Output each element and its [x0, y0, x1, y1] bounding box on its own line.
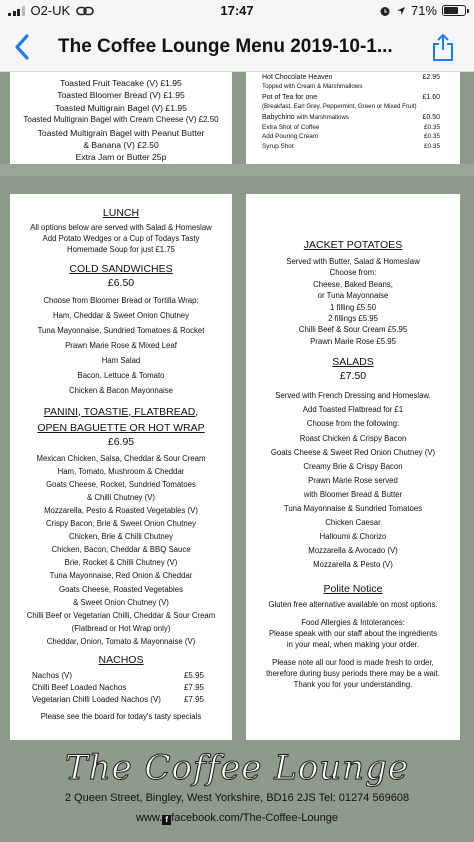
menu-line: Gluten free alternative available on most options.: [268, 600, 438, 610]
item-price: £7.95: [183, 695, 204, 705]
menu-line: Food Allergies & Intolerances:: [301, 617, 405, 627]
item-description: (Breakfast, Earl Grey, Peppermint, Green or Mixed Fruit): [262, 103, 417, 110]
choose-line: Choose from Bloomer Bread or Tortilla Wrap:: [43, 295, 199, 305]
clock: 17:47: [220, 3, 254, 18]
menu-line: in your meal, when making your order.: [286, 640, 420, 650]
carrier-label: O2-UK: [30, 3, 71, 18]
menu-line: therefore during busy periods there may be a wait.: [266, 668, 440, 678]
menu-line: Mozzarella, Pesto & Roasted Vegetables (V): [44, 505, 198, 515]
item-price: £7.95: [183, 683, 204, 693]
menu-item: [262, 123, 440, 133]
brand-logo-text: The Coffee Lounge: [65, 748, 409, 788]
menu-item: Toasted Multigrain Bagel with Cream Cheese (V) £2.50: [23, 115, 219, 125]
menu-line: Mozzarella & Pesto (V): [313, 560, 393, 570]
item-name: Extra Shot of Coffee: [262, 123, 320, 131]
menu-item: Toasted Multigrain Bagel with Peanut Butter: [37, 127, 205, 138]
menu-line: Ham, Cheddar & Sweet Onion Chutney: [52, 310, 190, 320]
menu-line: Creamy Brie & Crispy Bacon: [303, 461, 403, 471]
section-price: £7.50: [339, 370, 367, 383]
menu-line: & Sweet Onion Chutney (V): [73, 597, 169, 607]
item-price: £0.50: [422, 113, 440, 121]
menu-line: Prawn Marie Rose & Mixed Leaf: [65, 340, 177, 350]
item-description: with Marshmallows: [296, 113, 349, 121]
page-title: The Coffee Lounge Menu 2019-10-1...: [58, 36, 393, 57]
menu-line: Prawn Marie Rose £5.95: [310, 336, 396, 346]
menu-line: Chicken Caesar: [325, 518, 381, 528]
menu-line: Tuna Mayonnaise & Sundried Tomatoes: [283, 504, 423, 513]
menu-item: Toasted Fruit Teacake (V) £1.95: [60, 78, 182, 88]
jacket-salad-panel: [246, 194, 460, 740]
menu-line: Chicken, Brie & Chilli Chutney: [68, 532, 173, 542]
menu-line: Bacon, Lettuce & Tomato: [77, 370, 165, 380]
battery-icon: [442, 5, 466, 16]
menu-line: Goats Cheese & Sweet Red Onion Chutney (V): [270, 447, 436, 457]
menu-line: Ham, Tomato, Mushroom & Cheddar: [57, 466, 185, 476]
menu-line: Chilli Beef or Vegetarian Chilli, Cheddar & Sour Cream: [26, 610, 216, 620]
menu-line: Mexican Chicken, Salsa, Cheddar & Sour Cream: [36, 453, 206, 463]
menu-item: [262, 142, 440, 152]
item-price: £0.35: [424, 133, 440, 141]
battery-percent: 71%: [410, 3, 437, 18]
menu-line: Choose from:: [329, 268, 377, 278]
web-address: facebook.com/The-Coffee-Lounge: [171, 812, 339, 824]
item-name: Pot of Tea for one: [262, 93, 318, 101]
menu-line: Crispy Bacon, Brie & Sweet Onion Chutney: [46, 519, 196, 529]
share-icon[interactable]: [430, 32, 456, 62]
menu-line: Served with Butter, Salad & Homeslaw: [286, 257, 420, 266]
menu-line: 2 fillings £5.95: [328, 314, 378, 324]
drinks-panel: [246, 72, 460, 164]
menu-line: Goats Cheese, Rocket, Sundried Tomatoes: [46, 479, 196, 489]
item-price: £5.95: [183, 671, 204, 681]
item-name: Hot Chocolate Heaven: [262, 74, 333, 81]
section-price: £6.95: [107, 435, 135, 448]
section-heading: NACHOS: [98, 654, 144, 667]
item-price: £0.35: [424, 142, 440, 150]
menu-line: Please note all our food is made fresh to order,: [272, 657, 434, 667]
menu-item: Extra Jam or Butter 25p: [75, 152, 167, 163]
section-heading: SALADS: [332, 356, 374, 369]
nachos-item: [32, 694, 204, 706]
back-chevron-icon[interactable]: [10, 32, 36, 62]
menu-line: Mozzarella & Avocado (V): [308, 546, 398, 556]
item-name: Babychino: [262, 113, 295, 121]
menu-line: Thank you for your understanding.: [293, 680, 413, 690]
menu-line: Please speak with our staff about the ingredients: [268, 629, 438, 639]
menu-line: with Bloomer Bread & Butter: [303, 489, 403, 499]
item-name: Chilli Beef Loaded Nachos: [32, 683, 127, 693]
section-heading: LUNCH: [102, 207, 140, 219]
location-arrow-icon: [396, 6, 406, 16]
breakfast-panel: [10, 72, 232, 164]
menu-line: Tuna Mayonnaise, Red Onion & Cheddar: [49, 571, 193, 581]
menu-line: Roast Chicken & Crispy Bacon: [299, 433, 407, 443]
alarm-clock-icon: [379, 5, 391, 17]
menu-line: Ham Salad: [101, 355, 141, 365]
menu-footer: [0, 740, 474, 842]
nachos-item: [32, 682, 204, 694]
intro-line: Homemade Soup for just £1.75: [67, 245, 175, 255]
address-line: 2 Queen Street, Bingley, West Yorkshire, BD16 2JS Tel: 01274 569608: [64, 792, 410, 804]
menu-line: (Flatbread or Hot Wrap only): [71, 623, 171, 633]
menu-item: Toasted Bloomer Bread (V) £1.95: [57, 90, 185, 101]
item-name: Vegetarian Chilli Loaded Nachos (V): [32, 695, 161, 705]
status-right: [379, 3, 466, 18]
menu-item: [262, 73, 440, 83]
menu-line: Cheese, Baked Beans,: [313, 279, 393, 289]
menu-line: Chilli Beef & Sour Cream £5.95: [298, 325, 408, 335]
menu-line: 1 filling £5.50: [330, 302, 376, 312]
specials-note: Please see the board for today's tasty specials: [40, 711, 202, 721]
web-prefix: www.: [135, 812, 163, 824]
item-price: £2.95: [422, 74, 440, 81]
facebook-icon: f: [162, 815, 171, 825]
item-name: Add Pouring Cream: [262, 133, 319, 141]
menu-line: Tuna Mayonnaise, Sundried Tomatoes & Rocket: [37, 325, 205, 335]
menu-item: & Banana (V) £2.50: [83, 140, 159, 151]
menu-image: [0, 72, 474, 842]
lunch-panel: [10, 194, 232, 740]
nachos-item: [32, 670, 204, 682]
section-heading: COLD SANDWICHES: [69, 262, 173, 275]
section-heading: Polite Notice: [323, 583, 383, 596]
menu-line: or Tuna Mayonnaise: [317, 291, 389, 301]
menu-line: Chicken & Bacon Mayonnaise: [68, 385, 174, 395]
section-heading: PANINI, TOASTIE, FLATBREAD,: [43, 405, 199, 418]
nav-bar: [0, 22, 474, 72]
menu-line: Choose from the following:: [306, 419, 400, 429]
item-description: Topped with Cream & Marshmallows: [262, 83, 363, 91]
intro-line: All options below are served with Salad & Homeslaw: [30, 223, 212, 232]
item-price: £1.60: [422, 93, 440, 101]
menu-line: Prawn Marie Rose served: [308, 475, 398, 485]
menu-line: Brie, Rocket & Chilli Chutney (V): [64, 558, 178, 568]
menu-line: Chicken, Bacon, Cheddar & BBQ Sauce: [51, 545, 191, 555]
section-heading: JACKET POTATOES: [303, 239, 403, 251]
menu-item: [262, 132, 440, 142]
menu-item: [262, 113, 440, 123]
status-bar: [0, 0, 474, 22]
intro-line: Add Potato Wedges or a Cup of Todays Tasty: [42, 234, 200, 244]
menu-line: Halloumi & Chorizo: [319, 532, 387, 542]
menu-line: Add Toasted Flatbread for £1: [302, 405, 404, 415]
menu-line: Served with French Dressing and Homeslaw.: [275, 391, 431, 401]
panel-divider: [0, 164, 474, 176]
item-price: £0.35: [424, 123, 440, 131]
section-heading: OPEN BAGUETTE OR HOT WRAP: [37, 421, 205, 434]
section-price: £6.50: [107, 276, 135, 289]
menu-item: Toasted Multigrain Bagel (V) £1.95: [55, 102, 187, 113]
item-name: Syrup Shot: [262, 142, 294, 150]
item-name: Nachos (V): [32, 671, 73, 681]
menu-item: [262, 93, 440, 103]
web-line: [0, 812, 474, 825]
menu-line: Goats Cheese, Roasted Vegetables: [59, 584, 183, 594]
menu-line: & Chilli Chutney (V): [86, 492, 156, 502]
menu-line: Cheddar, Onion, Tomato & Mayonnaise (V): [46, 636, 196, 646]
